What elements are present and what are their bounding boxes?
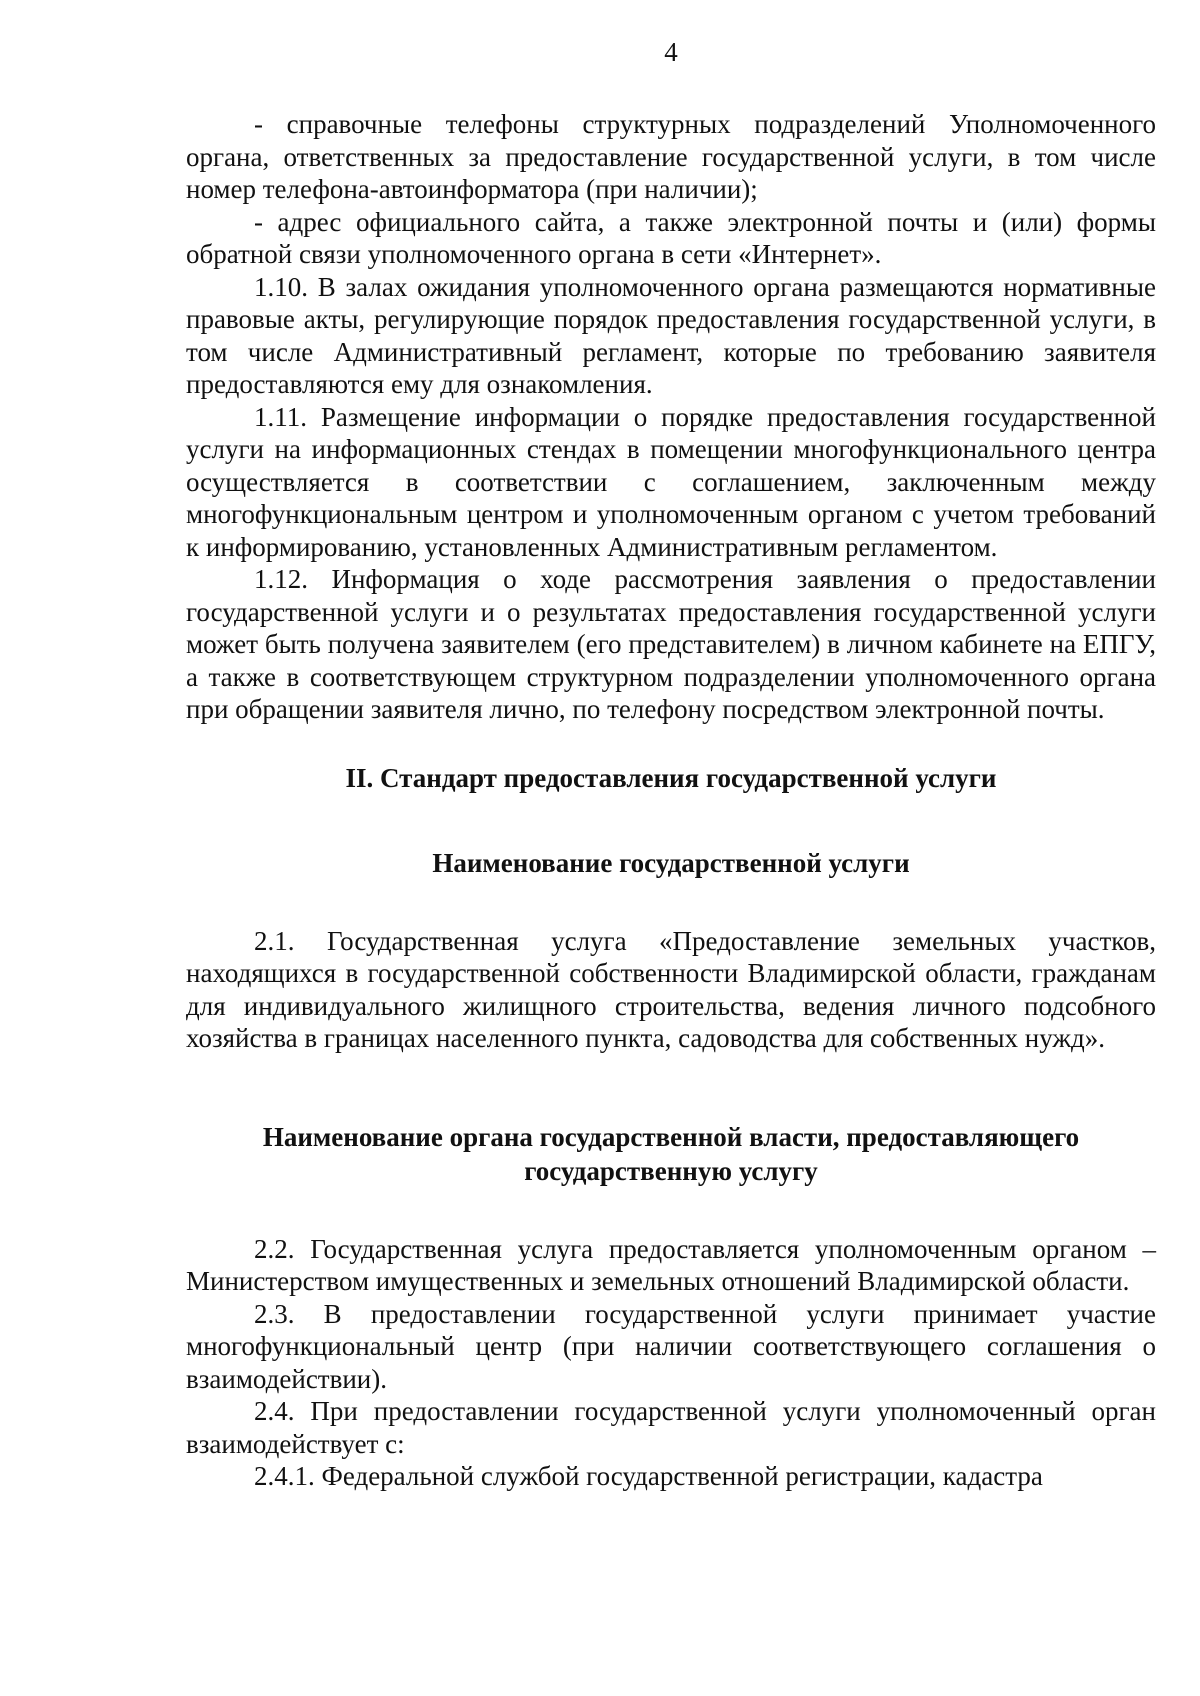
page-number: 4 [664, 37, 678, 67]
document-body [186, 108, 1156, 1493]
paragraph-1-12: 1.12. Информация о ходе рассмотрения заявления о предоставлении государственной услуги и о результатах предоставления государственной услуги может быть получена заявителем (его представителем) в личном кабинете на ЕПГУ, а также в соответствующем структурном подразделении уполномоченного органа при обращении заявителя лично, по телефону посредством электронной почты. [186, 564, 1156, 724]
paragraph-2-4-1: 2.4.1. Федеральной службой государственной регистрации, кадастра [254, 1461, 1043, 1491]
paragraph-1-11: 1.11. Размещение информации о порядке предоставления государственной услуги на информационных стендах в помещении многофункционального центра осуществляется в соответствии с соглашением, заключенным между многофункциональным центром и уполномоченным органом с учетом требований к информированию, установленных Административным регламентом. [186, 401, 1156, 562]
subheading-authority-line1: Наименование органа государственной власти, предоставляющего [262, 1121, 1080, 1152]
paragraph-website: - адрес официального сайта, а также электронной почты и (или) формы обратной связи уполномоченного органа в сети «Интернет». [186, 206, 1156, 269]
paragraph-2-2: 2.2. Государственная услуга предоставляется уполномоченным органом – Министерством имущественных и земельных отношений Владимирской области. [186, 1233, 1156, 1296]
paragraph-1-10: 1.10. В залах ожидания уполномоченного органа размещаются нормативные правовые акты, регулирующие порядок предоставления государственной услуги, в том числе Административный регламент, которые по требованию заявителя предоставляются ему для ознакомления. [186, 271, 1156, 399]
section-heading: II. Стандарт предоставления государственной услуги [345, 762, 997, 793]
paragraph-2-1: 2.1. Государственная услуга «Предоставление земельных участков, находящихся в государственной собственности Владимирской области, гражданам для индивидуального жилищного строительства, ведения личного подсобного хозяйства в границах населенного пункта, садоводства для собственных нужд». [186, 925, 1156, 1053]
paragraph-2-4: 2.4. При предоставлении государственной услуги уполномоченный орган взаимодействует с: [186, 1396, 1156, 1459]
subheading-authority-line2: государственную услугу [524, 1155, 818, 1186]
paragraph-2-3: 2.3. В предоставлении государственной услуги принимает участие многофункциональный центр (при наличии соответствующего соглашения о взаимодействии). [186, 1298, 1156, 1394]
subheading-service-name: Наименование государственной услуги [432, 847, 910, 878]
paragraph-phones: - справочные телефоны структурных подразделений Уполномоченного органа, ответственных за предоставление государственной услуги, в том числе номер телефона-автоинформатора (при наличии); [186, 109, 1156, 204]
subheading-authority [186, 1120, 1156, 1188]
